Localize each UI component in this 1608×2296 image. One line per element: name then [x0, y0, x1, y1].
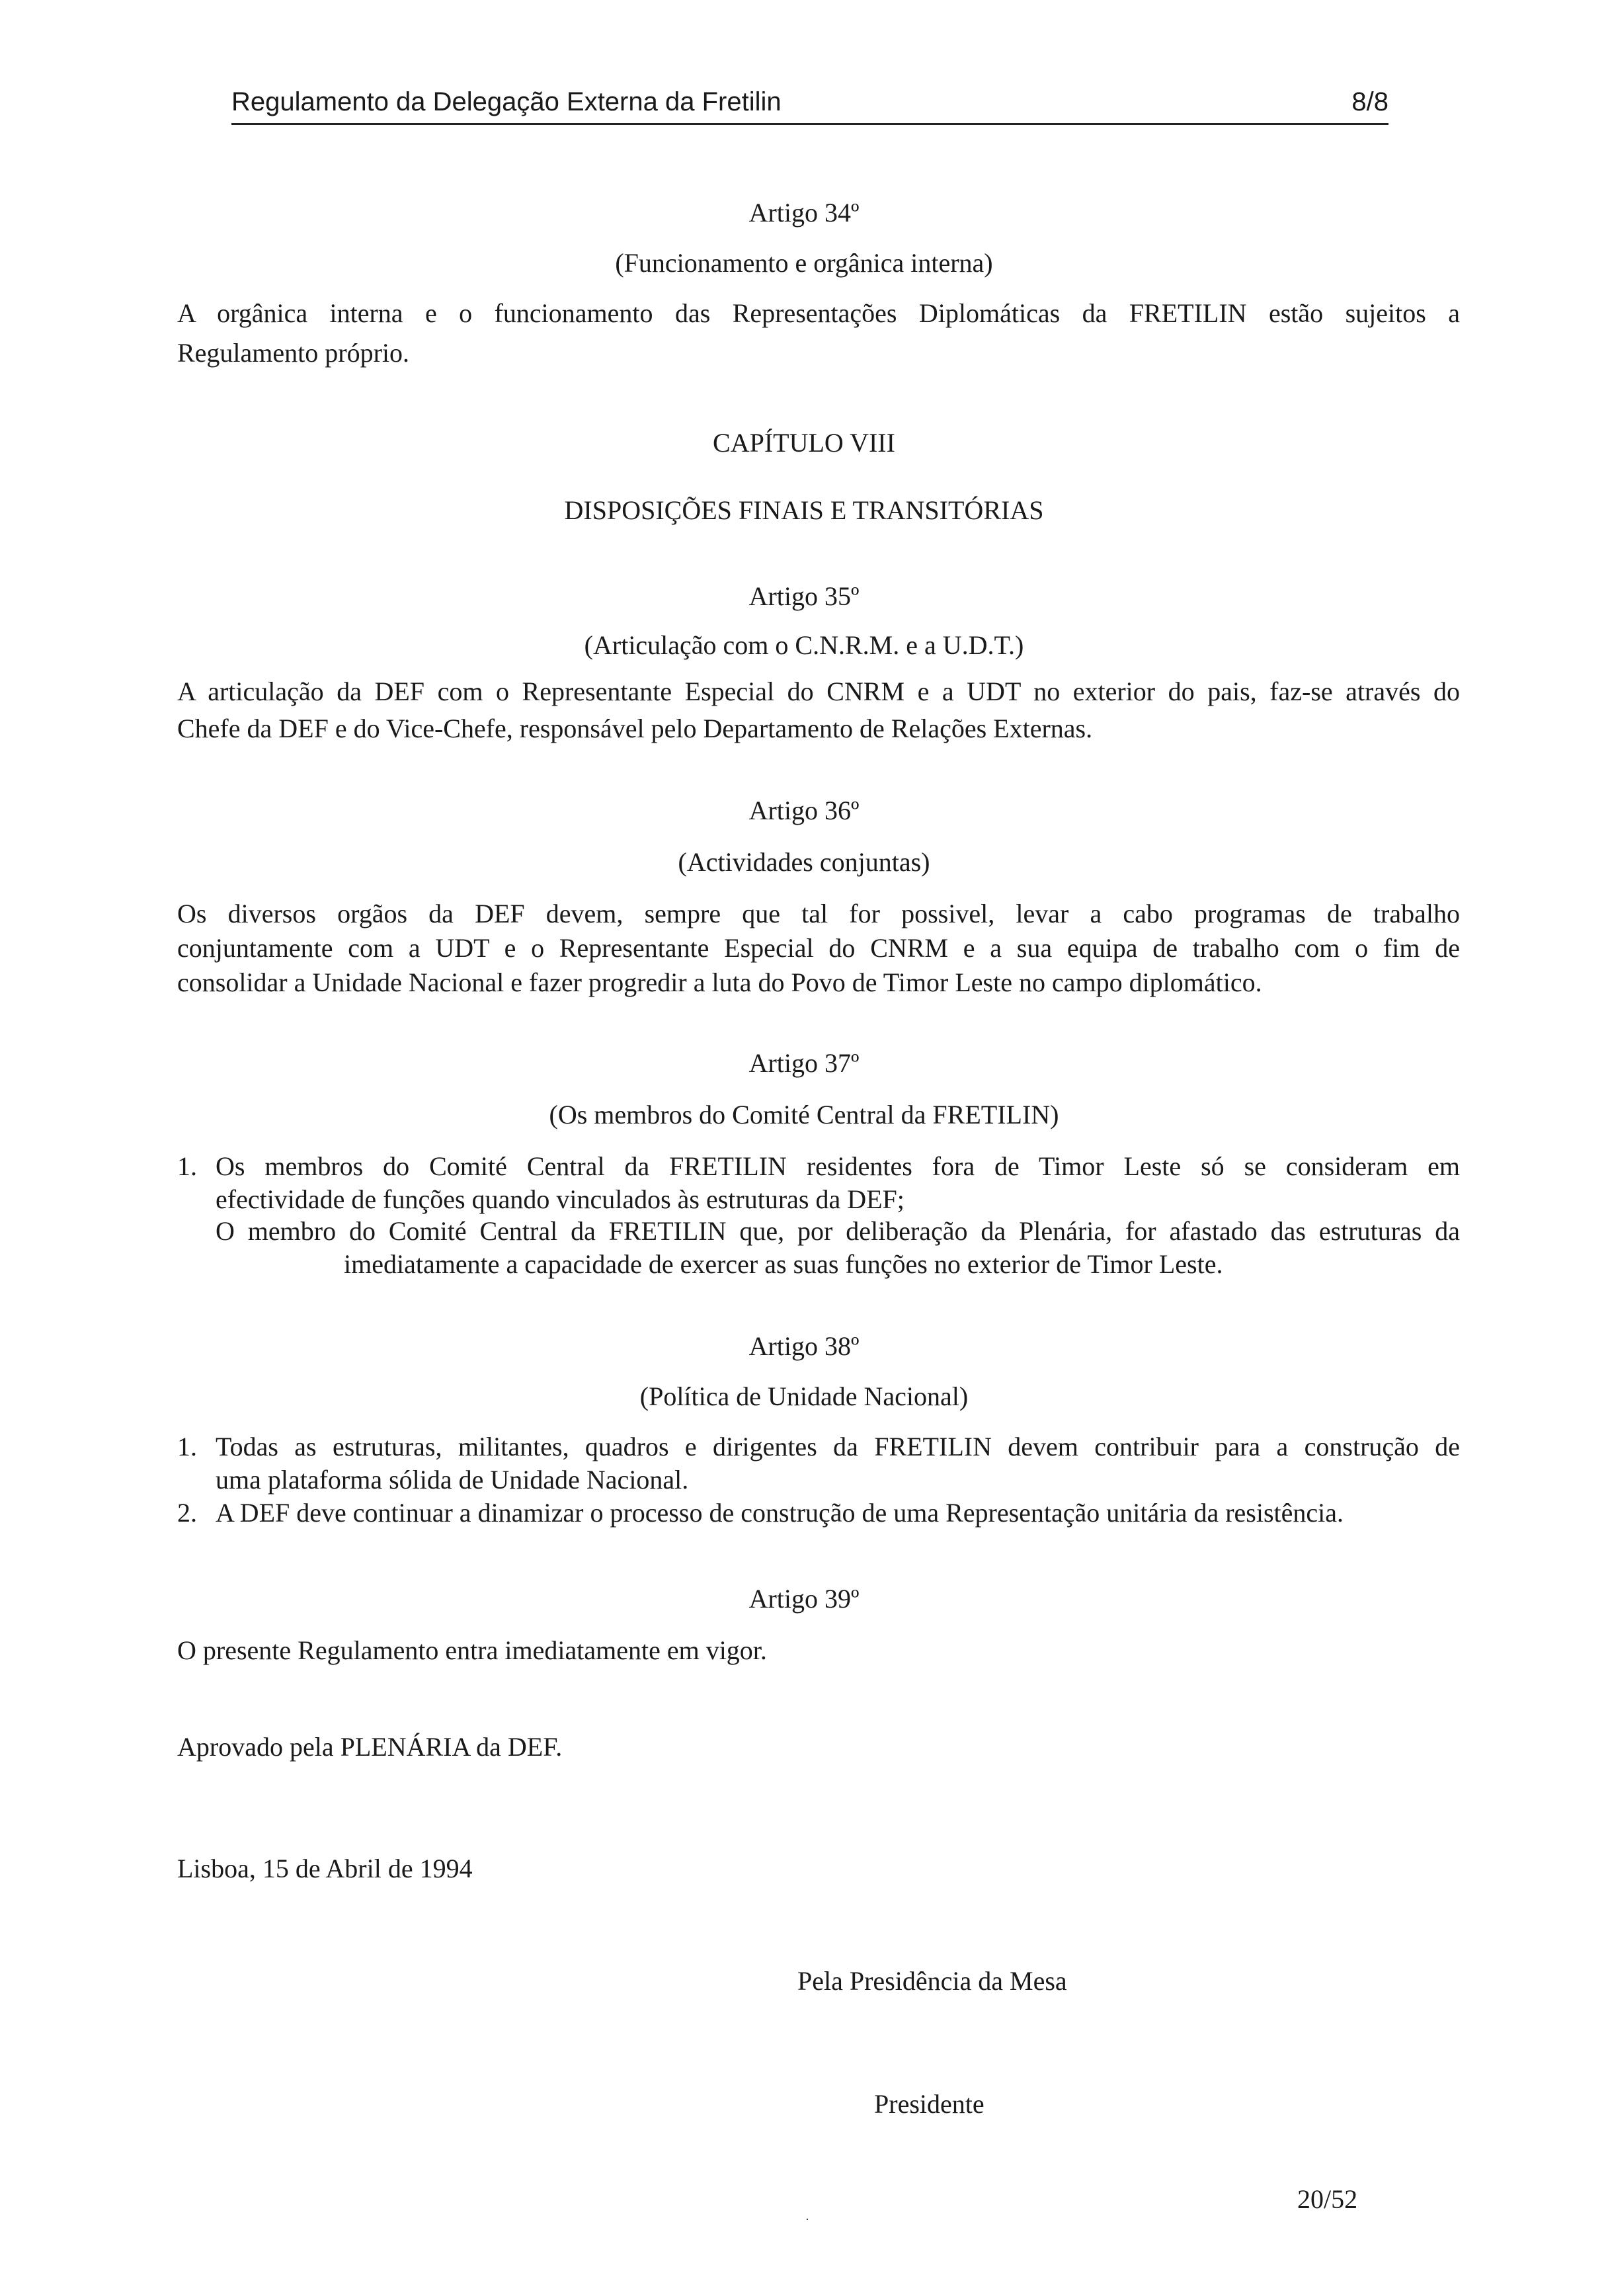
document-title: Regulamento da Delegação Externa da Fretilin — [231, 87, 782, 116]
art38-list-item-2 — [177, 1496, 1460, 1533]
chapter-subtitle: DISPOSIÇÕES FINAIS E TRANSITÓRIAS — [564, 495, 1044, 525]
art35-paragraph-line2: Chefe da DEF e do Vice-Chefe, responsável pelo Departamento de Relações Externas. — [177, 714, 1093, 743]
art35-heading: Artigo 35º — [748, 581, 860, 611]
footer-page-number: 20/52 — [1297, 2184, 1358, 2214]
art35-paragraph-line1: A articulação da DEF com o Representante Especial do CNRM e a UDT no exterior do pais, faz-se através do — [177, 676, 1460, 706]
scan-mark: · — [805, 2213, 809, 2226]
approval-statement: Aprovado pela PLENÁRIA da DEF. — [177, 1732, 563, 1762]
presidency-label: Pela Presidência da Mesa — [797, 1966, 1067, 1996]
art36-subtitle: (Actividades conjuntas) — [678, 847, 930, 877]
art34-paragraph-line1: A orgânica interna e o funcionamento das Representações Diplomáticas da FRETILIN estão sujeitos a — [177, 298, 1460, 328]
art38-item1-line2: uma plataforma sólida de Unidade Nacional. — [216, 1465, 689, 1495]
art34-heading: Artigo 34º — [748, 198, 860, 227]
art38-item1-line1: Todas as estruturas, militantes, quadros e dirigentes da FRETILIN devem contribuir para a construção de — [216, 1432, 1460, 1461]
art36-paragraph-line2: conjuntamente com a UDT e o Representante Especial do CNRM e a sua equipa de trabalho com o fim de — [177, 933, 1460, 963]
art37-heading: Artigo 37º — [748, 1048, 860, 1078]
art36-paragraph-line3: consolidar a Unidade Nacional e fazer progredir a luta do Povo de Timor Leste no campo diplomático. — [177, 967, 1262, 997]
header-page-number: 8/8 — [1351, 87, 1388, 116]
art39-paragraph: O presente Regulamento entra imediatamente em vigor. — [177, 1635, 767, 1665]
art34-paragraph-line2: Regulamento próprio. — [177, 338, 410, 368]
art36-paragraph-line1: Os diversos orgãos da DEF devem, sempre que tal for possivel, levar a cabo programas de trabalho — [177, 899, 1460, 928]
art37-list-item-2 — [177, 1214, 1460, 1287]
art39-heading: Artigo 39º — [748, 1584, 860, 1614]
art36-heading: Artigo 36º — [748, 796, 860, 825]
art35-subtitle: (Articulação com o C.N.R.M. e a U.D.T.) — [584, 630, 1024, 660]
place-and-date: Lisboa, 15 de Abril de 1994 — [177, 1854, 473, 1883]
chapter-heading: CAPÍTULO VIII — [713, 428, 895, 458]
art37-item2-line1: O membro do Comité Central da FRETILIN que, por deliberação da Plenária, for afastado das estruturas da — [216, 1216, 1460, 1246]
art37-item2-line2: imediatamente a capacidade de exercer as suas funções no exterior de Timor Leste. — [344, 1249, 1223, 1279]
art38-subtitle: (Política de Unidade Nacional) — [639, 1381, 969, 1411]
art38-heading: Artigo 38º — [748, 1331, 860, 1361]
list-number: 2. — [177, 1498, 197, 1528]
list-number: 1. — [177, 1432, 197, 1461]
president-label: Presidente — [874, 2089, 985, 2119]
art38-item2-line1: A DEF deve continuar a dinamizar o processo de construção de uma Representação unitária da resistência. — [216, 1498, 1344, 1528]
art37-list-item-1 — [177, 1149, 1460, 1222]
art34-subtitle: (Funcionamento e orgânica interna) — [615, 248, 993, 278]
art37-item1-line1: Os membros do Comité Central da FRETILIN residentes fora de Timor Leste só se consideram em — [216, 1151, 1460, 1181]
page-header — [231, 85, 1388, 125]
art38-list-item-1 — [177, 1430, 1460, 1502]
list-number: 1. — [177, 1151, 197, 1181]
art37-subtitle: (Os membros do Comité Central da FRETILIN) — [549, 1100, 1059, 1129]
art37-item1-line2: efectividade de funções quando vinculados às estruturas da DEF; — [216, 1184, 904, 1214]
